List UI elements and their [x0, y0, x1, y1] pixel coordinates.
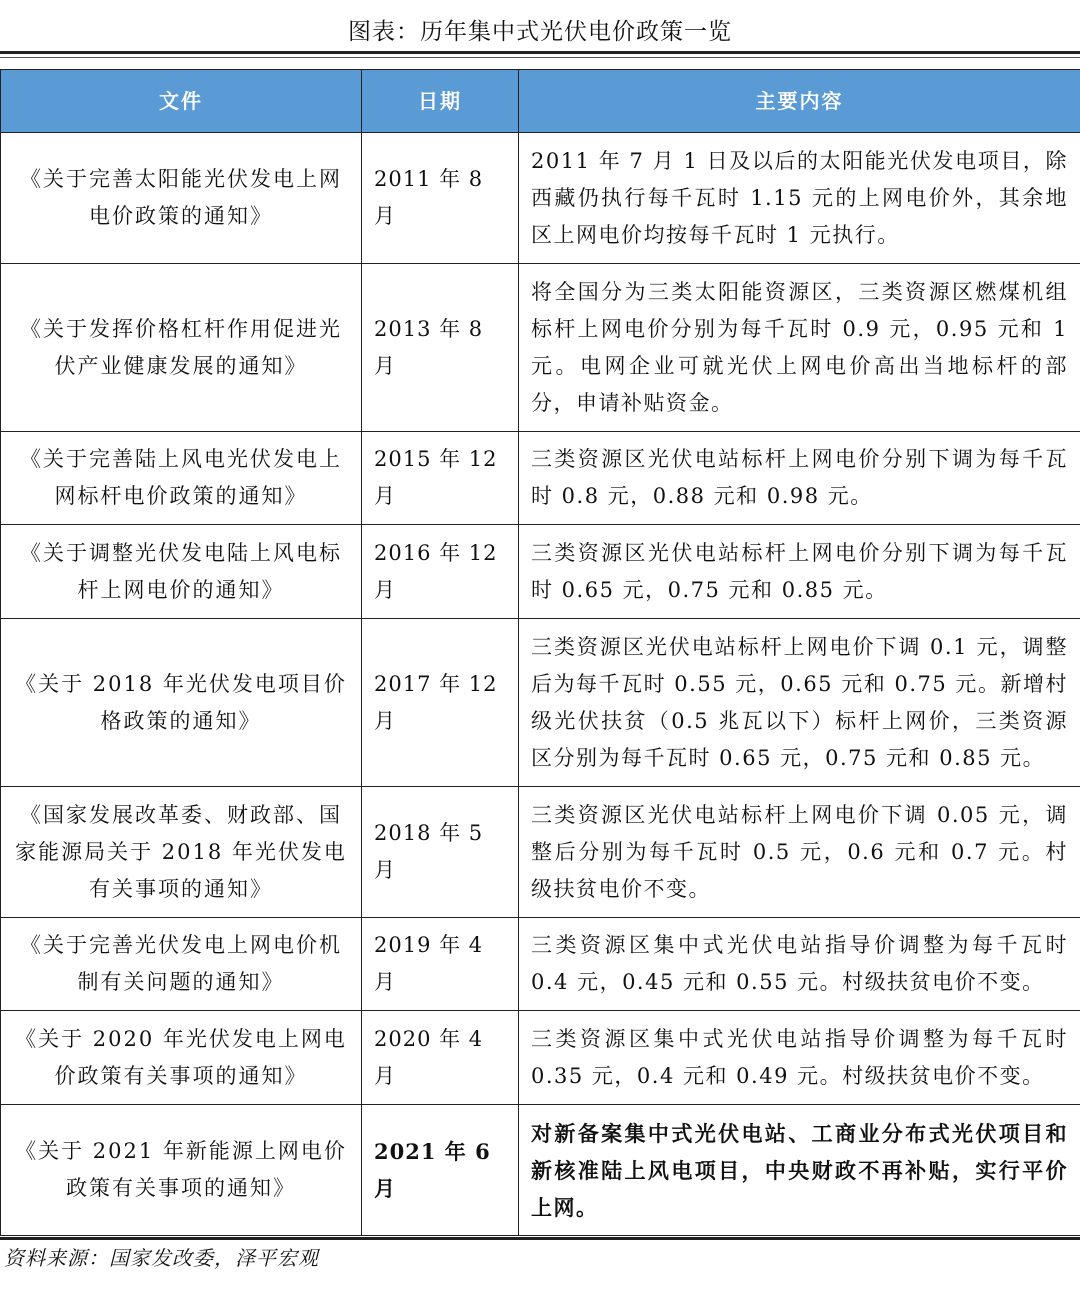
- header-document: 文件: [1, 70, 362, 133]
- row-content: 三类资源区光伏电站标杆上网电价下调 0.1 元，调整后为每千瓦时 0.55 元，0.65 元和 0.75 元。新增村级光伏扶贫（0.5 兆瓦以下）标杆上网价，三类资源区分别为每千瓦时 0.65 元，0.75 元和 0.85 元。: [519, 619, 1080, 787]
- row-date: 2013 年 8 月: [362, 264, 519, 432]
- policy-table: [0, 69, 1080, 1236]
- table-row: [1, 525, 1080, 619]
- row-date: 2020 年 4 月: [362, 1011, 519, 1105]
- row-document: 《关于调整光伏发电陆上风电标杆上网电价的通知》: [1, 525, 362, 619]
- header-content: 主要内容: [519, 70, 1080, 133]
- table-row: [1, 918, 1080, 1011]
- row-document: 《关于发挥价格杠杆作用促进光伏产业健康发展的通知》: [1, 264, 362, 432]
- source-note: 资料来源：国家发改委，泽平宏观: [4, 1246, 319, 1270]
- bottom-rule: [0, 1237, 1080, 1240]
- row-document: 《关于 2020 年光伏发电上网电价政策有关事项的通知》: [1, 1011, 362, 1105]
- row-content: 对新备案集中式光伏电站、工商业分布式光伏项目和新核准陆上风电项目，中央财政不再补贴，实行平价上网。: [519, 1105, 1080, 1236]
- row-date: 2021 年 6 月: [362, 1105, 519, 1236]
- table-row: [1, 1105, 1080, 1236]
- row-date: 2017 年 12 月: [362, 619, 519, 787]
- row-content: 将全国分为三类太阳能资源区，三类资源区燃煤机组标杆上网电价分别为每千瓦时 0.9 元，0.95 元和 1 元。电网企业可就光伏上网电价高出当地标杆的部分，申请补贴资金。: [519, 264, 1080, 432]
- row-content: 2011 年 7 月 1 日及以后的太阳能光伏发电项目，除西藏仍执行每千瓦时 1.15 元的上网电价外，其余地区上网电价均按每千瓦时 1 元执行。: [519, 133, 1080, 264]
- row-date: 2019 年 4 月: [362, 918, 519, 1011]
- top-rule: [0, 51, 1080, 54]
- header-date: 日期: [362, 70, 519, 133]
- top-rule-thin: [0, 57, 1080, 58]
- figure-caption: 图表：历年集中式光伏电价政策一览: [348, 19, 732, 45]
- row-document: 《关于 2021 年新能源上网电价政策有关事项的通知》: [1, 1105, 362, 1236]
- row-date: 2015 年 12 月: [362, 432, 519, 525]
- row-document: 《关于完善陆上风电光伏发电上网标杆电价政策的通知》: [1, 432, 362, 525]
- row-document: 《关于 2018 年光伏发电项目价格政策的通知》: [1, 619, 362, 787]
- table-header-row: [1, 70, 1080, 133]
- row-content: 三类资源区光伏电站标杆上网电价分别下调为每千瓦时 0.8 元，0.88 元和 0.98 元。: [519, 432, 1080, 525]
- row-date: 2016 年 12 月: [362, 525, 519, 619]
- table-row: [1, 787, 1080, 918]
- row-document: 《关于完善光伏发电上网电价机制有关问题的通知》: [1, 918, 362, 1011]
- row-date: 2018 年 5 月: [362, 787, 519, 918]
- table-row: [1, 264, 1080, 432]
- row-document: 《关于完善太阳能光伏发电上网电价政策的通知》: [1, 133, 362, 264]
- row-date: 2011 年 8 月: [362, 133, 519, 264]
- row-content: 三类资源区集中式光伏电站指导价调整为每千瓦时 0.4 元，0.45 元和 0.55 元。村级扶贫电价不变。: [519, 918, 1080, 1011]
- table-row: [1, 133, 1080, 264]
- row-content: 三类资源区光伏电站标杆上网电价下调 0.05 元，调整后分别为每千瓦时 0.5 元，0.6 元和 0.7 元。村级扶贫电价不变。: [519, 787, 1080, 918]
- row-content: 三类资源区光伏电站标杆上网电价分别下调为每千瓦时 0.65 元，0.75 元和 0.85 元。: [519, 525, 1080, 619]
- table-row: [1, 432, 1080, 525]
- table-row: [1, 1011, 1080, 1105]
- row-content: 三类资源区集中式光伏电站指导价调整为每千瓦时 0.35 元，0.4 元和 0.49 元。村级扶贫电价不变。: [519, 1011, 1080, 1105]
- row-document: 《国家发展改革委、财政部、国家能源局关于 2018 年光伏发电有关事项的通知》: [1, 787, 362, 918]
- table-row: [1, 619, 1080, 787]
